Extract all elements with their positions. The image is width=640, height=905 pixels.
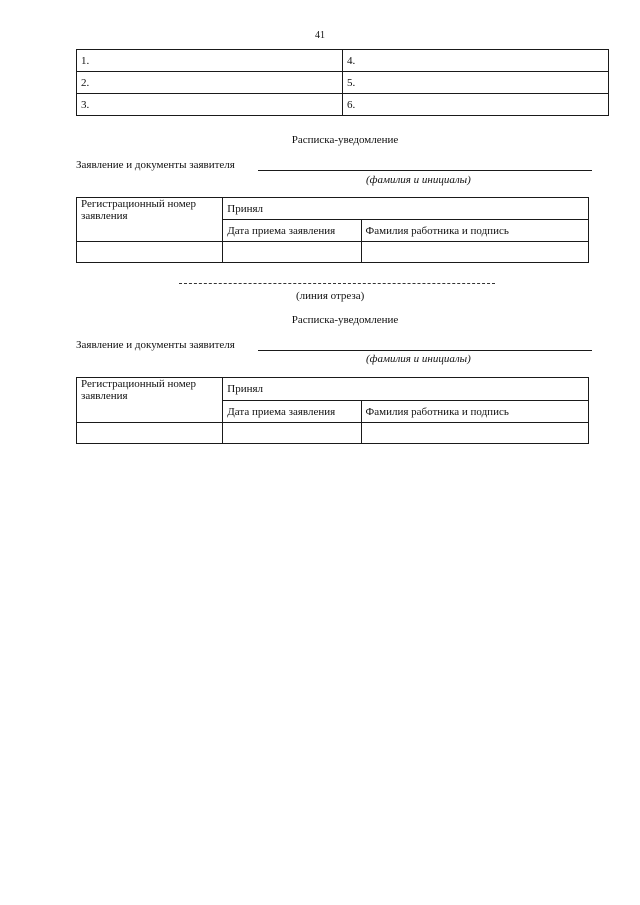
reg-number-header: Регистрационный номер заявления bbox=[77, 378, 223, 423]
list-cell: 1. bbox=[77, 50, 343, 72]
table-row bbox=[77, 242, 589, 263]
list-cell: 2. bbox=[77, 72, 343, 94]
applicant-name-field[interactable] bbox=[258, 350, 592, 351]
list-cell: 4. bbox=[343, 50, 609, 72]
table-row bbox=[77, 423, 589, 444]
table-row bbox=[77, 72, 609, 94]
cut-line bbox=[179, 283, 495, 284]
table-row bbox=[77, 50, 609, 72]
applicant-line bbox=[76, 339, 235, 351]
numbered-list-table bbox=[76, 49, 609, 116]
date-cell[interactable] bbox=[223, 423, 361, 444]
employee-header: Фамилия работника и подпись bbox=[361, 401, 588, 423]
receipt-table bbox=[76, 197, 589, 263]
cut-line-caption: (линия отреза) bbox=[296, 290, 365, 302]
table-row bbox=[77, 94, 609, 116]
employee-cell[interactable] bbox=[361, 423, 588, 444]
applicant-caption: (фамилия и инициалы) bbox=[366, 353, 471, 365]
applicant-line bbox=[76, 159, 235, 171]
employee-header: Фамилия работника и подпись bbox=[361, 220, 588, 242]
receipt-title: Расписка-уведомление bbox=[291, 134, 399, 146]
table-row bbox=[77, 198, 589, 220]
date-header: Дата приема заявления bbox=[223, 220, 361, 242]
applicant-label: Заявление и документы заявителя bbox=[76, 339, 235, 351]
list-cell: 6. bbox=[343, 94, 609, 116]
table-row bbox=[77, 378, 589, 401]
accepted-header: Принял bbox=[223, 378, 589, 401]
list-cell: 3. bbox=[77, 94, 343, 116]
list-cell: 5. bbox=[343, 72, 609, 94]
applicant-caption: (фамилия и инициалы) bbox=[366, 174, 471, 186]
applicant-name-field[interactable] bbox=[258, 170, 592, 171]
reg-number-header: Регистрационный номер заявления bbox=[77, 198, 223, 242]
applicant-label: Заявление и документы заявителя bbox=[76, 159, 235, 171]
receipt-table bbox=[76, 377, 589, 444]
date-header: Дата приема заявления bbox=[223, 401, 361, 423]
page-number: 41 bbox=[315, 30, 325, 41]
reg-number-cell[interactable] bbox=[77, 242, 223, 263]
accepted-header: Принял bbox=[223, 198, 589, 220]
date-cell[interactable] bbox=[223, 242, 361, 263]
receipt-title: Расписка-уведомление bbox=[291, 314, 399, 326]
employee-cell[interactable] bbox=[361, 242, 588, 263]
reg-number-cell[interactable] bbox=[77, 423, 223, 444]
